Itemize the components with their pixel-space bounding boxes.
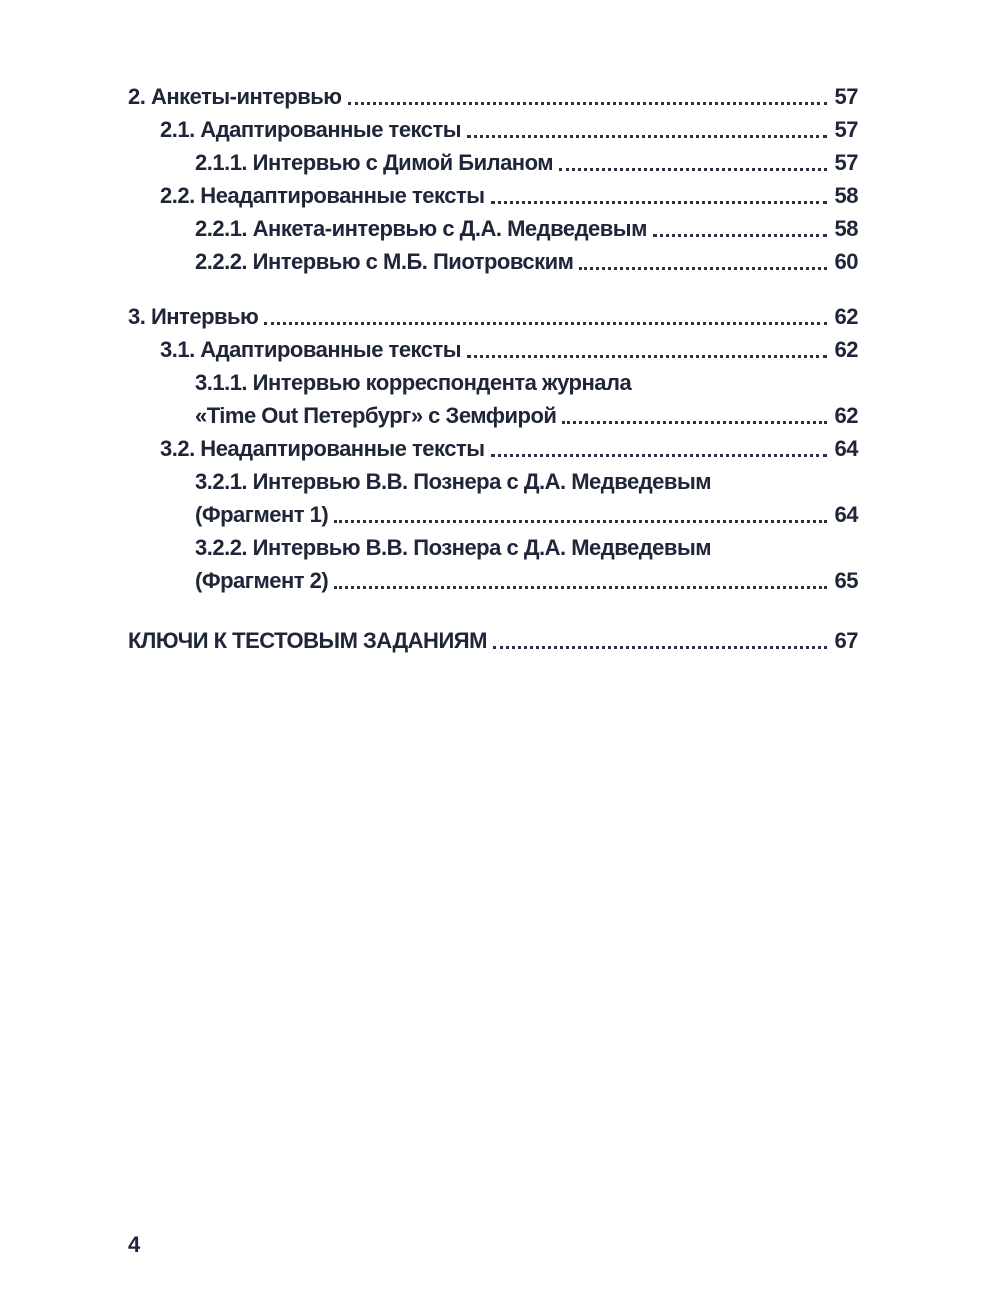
dotted-leader — [491, 201, 827, 204]
toc-entry-continuation — [128, 564, 858, 597]
dotted-leader — [467, 135, 827, 138]
toc-entry-page: 57 — [834, 84, 858, 109]
toc-entry-text: 2.2.2. Интервью с М.Б. Пиотровским — [195, 249, 574, 274]
toc-entry-text: 3.2.2. Интервью В.В. Познера с Д.А. Медведевым — [195, 535, 711, 560]
page-number: 4 — [128, 1232, 141, 1257]
dotted-leader — [334, 586, 827, 589]
toc-entry — [128, 432, 858, 465]
toc-entry-page: 65 — [834, 568, 858, 593]
toc-entry-text: 3.2.1. Интервью В.В. Познера с Д.А. Медведевым — [195, 469, 711, 494]
toc-entry-page: 58 — [834, 183, 858, 208]
dotted-leader — [562, 421, 827, 424]
toc-entry-page: 62 — [834, 304, 858, 329]
toc-entry-text: 2.1.1. Интервью с Димой Биланом — [195, 150, 554, 175]
toc-entry — [128, 333, 858, 366]
dotted-leader — [467, 355, 827, 358]
toc-entry-text: 3. Интервью — [128, 304, 259, 329]
dotted-leader — [493, 646, 827, 649]
table-of-contents — [128, 80, 858, 657]
dotted-leader — [559, 168, 827, 171]
toc-entry-text: КЛЮЧИ К ТЕСТОВЫМ ЗАДАНИЯМ — [128, 628, 487, 653]
toc-entry-text: (Фрагмент 1) — [195, 502, 329, 527]
toc-entry-page: 58 — [834, 216, 858, 241]
toc-section-2-ankety-intervyu — [128, 80, 858, 278]
dotted-leader — [264, 322, 827, 325]
toc-entry-text: 3.1. Адаптированные тексты — [160, 337, 462, 362]
toc-entry-page: 57 — [834, 117, 858, 142]
toc-entry — [128, 366, 858, 399]
toc-entry — [128, 624, 858, 657]
toc-entry — [128, 113, 858, 146]
dotted-leader — [653, 234, 827, 237]
dotted-leader — [348, 102, 827, 105]
toc-entry-page: 67 — [834, 628, 858, 653]
toc-entry-page: 60 — [834, 249, 858, 274]
toc-entry-text: 2.1. Адаптированные тексты — [160, 117, 462, 142]
toc-entry — [128, 146, 858, 179]
toc-entry-text: «Time Out Петербург» с Земфирой — [195, 403, 557, 428]
toc-entry-page: 57 — [834, 150, 858, 175]
toc-entry-page: 62 — [834, 403, 858, 428]
toc-entry-text: 2.2.1. Анкета-интервью с Д.А. Медведевым — [195, 216, 647, 241]
toc-entry — [128, 179, 858, 212]
toc-entry-page: 64 — [834, 502, 858, 527]
toc-entry — [128, 80, 858, 113]
toc-entry-page: 64 — [834, 436, 858, 461]
toc-entry — [128, 212, 858, 245]
toc-entry — [128, 300, 858, 333]
toc-entry — [128, 465, 858, 498]
dotted-leader — [579, 267, 827, 270]
toc-entry-text: 2.2. Неадаптированные тексты — [160, 183, 485, 208]
toc-entry-continuation — [128, 498, 858, 531]
toc-entry-text: 3.1.1. Интервью корреспондента журнала — [195, 370, 632, 395]
toc-section-3-intervyu — [128, 300, 858, 597]
toc-section-keys — [128, 624, 858, 657]
toc-entry-text: (Фрагмент 2) — [195, 568, 329, 593]
toc-entry-text: 3.2. Неадаптированные тексты — [160, 436, 485, 461]
toc-entry-text: 2. Анкеты-интервью — [128, 84, 342, 109]
dotted-leader — [491, 454, 827, 457]
toc-entry — [128, 245, 858, 278]
toc-entry-continuation — [128, 399, 858, 432]
toc-entry-page: 62 — [834, 337, 858, 362]
dotted-leader — [334, 520, 827, 523]
toc-entry — [128, 531, 858, 564]
